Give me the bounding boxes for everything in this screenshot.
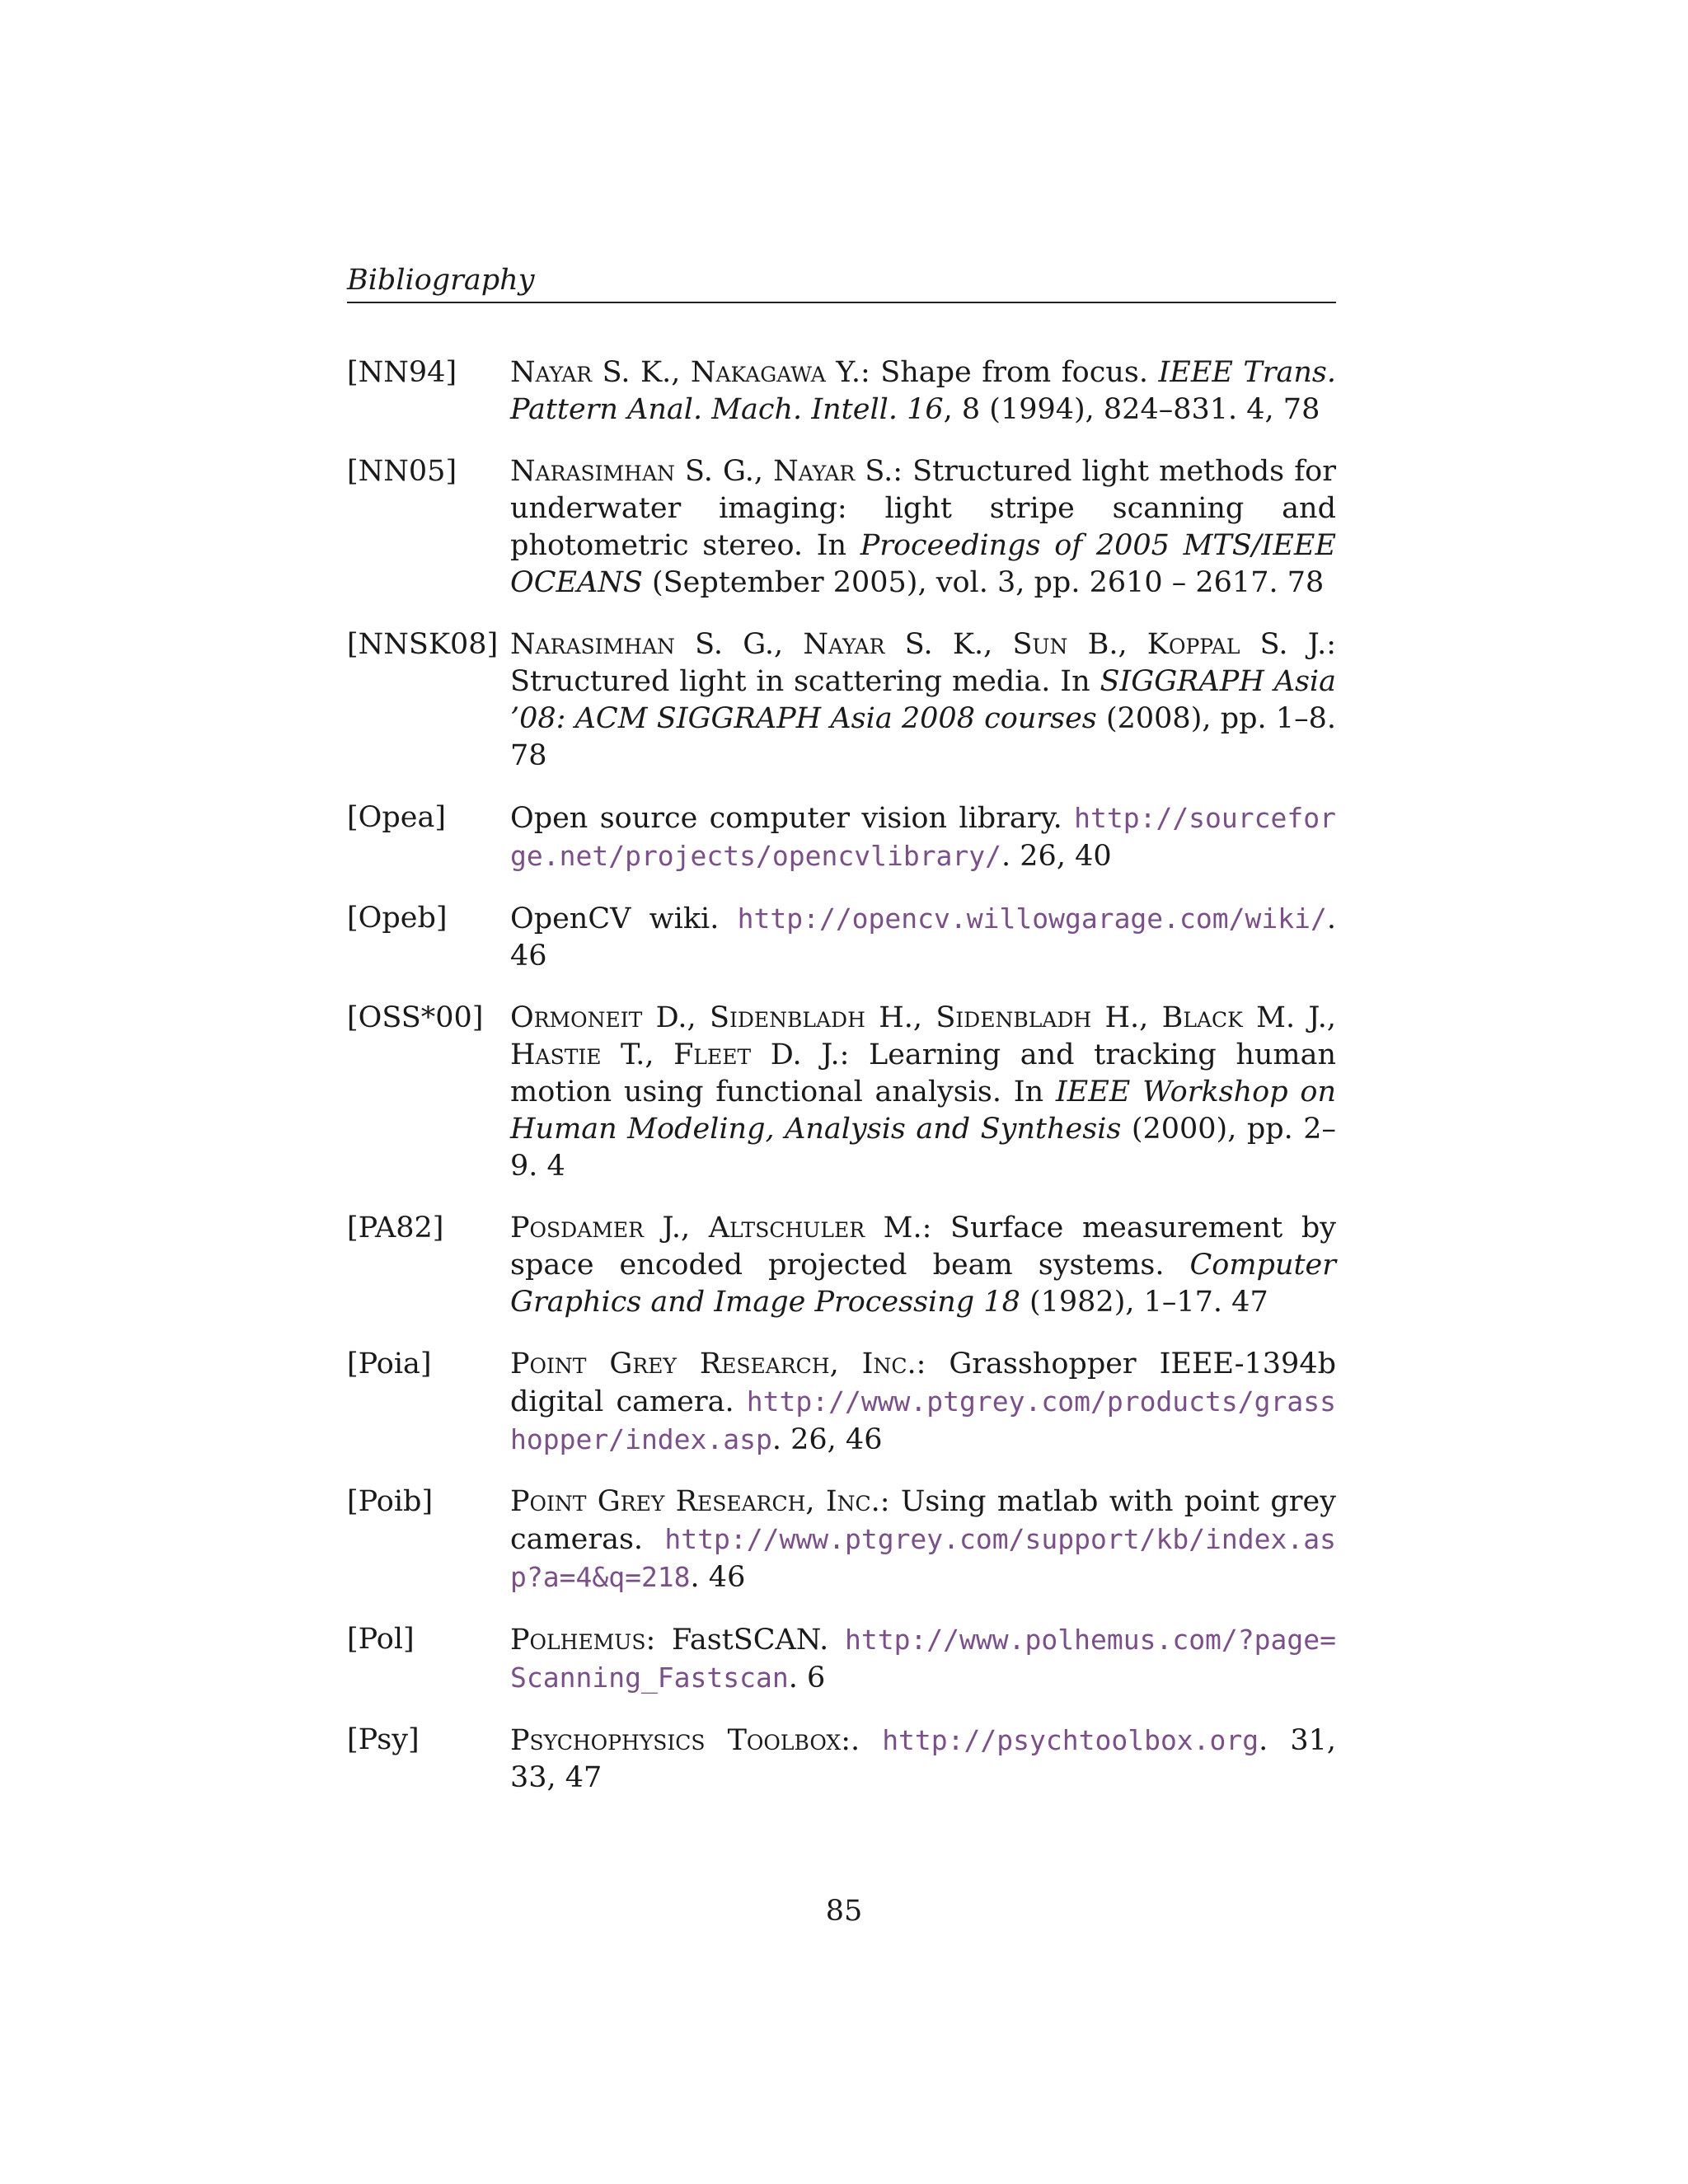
authors: Narasimhan S. G., Nayar S. K., Sun B., Koppal S. J.:	[510, 628, 1336, 661]
back-references[interactable]: . 6	[788, 1661, 826, 1694]
title: FastSCAN.	[655, 1624, 845, 1657]
authors: Point Grey Research, Inc.:	[510, 1347, 926, 1380]
back-references[interactable]: 78	[1278, 566, 1325, 599]
bib-entry	[347, 1346, 1336, 1459]
citation-key: [Poia]	[347, 1347, 432, 1380]
authors: Polhemus:	[510, 1624, 656, 1657]
title: Learning and tracking human motion using functional analysis. In	[510, 1038, 1336, 1108]
citation-key: [PA82]	[347, 1212, 444, 1244]
venue: SIGGRAPH Asia ’08: ACM SIGGRAPH Asia 2008 courses	[510, 665, 1336, 735]
details: (September 2005), vol. 3, pp. 2610 – 2617.	[642, 566, 1278, 599]
title: Structured light in scattering media. In	[510, 665, 1100, 698]
bib-entry	[347, 1483, 1336, 1596]
citation-key: [NNSK08]	[347, 628, 499, 661]
back-references[interactable]: 78	[510, 739, 547, 772]
venue: Proceedings of 2005 MTS/IEEE OCEANS	[510, 529, 1336, 599]
bib-entry	[347, 626, 1336, 775]
url-link[interactable]: http://www.ptgrey.com/products/grasshopper/index.asp	[510, 1385, 1336, 1455]
url-link[interactable]: http://www.ptgrey.com/support/kb/index.asp?a=4&q=218	[510, 1523, 1336, 1593]
citation-text	[510, 453, 1336, 602]
authors: Ormoneit D., Sidenbladh H., Sidenbladh H., Black M. J., Hastie T., Fleet D. J.:	[510, 1001, 1336, 1071]
title: Shape from focus.	[870, 356, 1159, 389]
title: Open source computer vision library.	[510, 802, 1075, 835]
citation-text	[510, 1621, 1336, 1697]
back-references[interactable]: 4, 78	[1237, 393, 1320, 426]
bib-entry	[347, 900, 1336, 975]
citation-text	[510, 799, 1336, 875]
authors: Narasimhan S. G., Nayar S.:	[510, 455, 903, 488]
details: (1982), 1–17.	[1020, 1286, 1223, 1319]
bibliography-list	[347, 354, 1336, 1821]
authors: Psychophysics Toolbox:	[510, 1724, 851, 1757]
back-references[interactable]: . 46	[510, 902, 1336, 972]
venue: IEEE Workshop on Human Modeling, Analysis and Synthesis	[510, 1076, 1336, 1146]
back-references[interactable]: . 46	[690, 1561, 746, 1594]
title: .	[851, 1724, 883, 1757]
citation-key: [Poib]	[347, 1485, 434, 1518]
citation-text	[510, 1483, 1336, 1596]
url-link[interactable]: http://sourceforge.net/projects/opencvlibrary/	[510, 802, 1336, 872]
running-title: Bibliography	[347, 264, 535, 297]
title: Grasshopper IEEE-1394b digital camera.	[510, 1347, 1336, 1418]
back-references[interactable]: . 26, 46	[771, 1423, 883, 1456]
citation-text	[510, 1210, 1336, 1321]
url-link[interactable]: http://opencv.willowgarage.com/wiki/	[737, 902, 1327, 935]
citation-text	[510, 900, 1336, 975]
running-head	[347, 262, 1336, 303]
bib-entry	[347, 453, 1336, 602]
citation-text	[510, 1346, 1336, 1459]
bib-entry	[347, 1210, 1336, 1321]
title: Using matlab with point grey cameras.	[510, 1485, 1337, 1556]
details: (2000), pp. 2–9.	[510, 1113, 1336, 1183]
citation-key: [NN94]	[347, 356, 457, 389]
venue: IEEE Trans. Pattern Anal. Mach. Intell. 16	[510, 356, 1336, 426]
citation-text	[510, 1000, 1336, 1185]
authors: Nayar S. K., Nakagawa Y.:	[510, 356, 870, 389]
back-references[interactable]: 4	[537, 1150, 565, 1183]
title: Structured light methods for underwater imaging: light stripe scanning and photometric stereo. In	[510, 455, 1336, 562]
citation-key: [Psy]	[347, 1723, 420, 1756]
bib-entry	[347, 799, 1336, 875]
back-references[interactable]: . 26, 40	[1001, 840, 1112, 873]
citation-key: [OSS*00]	[347, 1001, 484, 1034]
authors: Point Grey Research, Inc.:	[510, 1485, 890, 1518]
back-references[interactable]: . 31, 33, 47	[510, 1724, 1336, 1794]
url-link[interactable]: http://psychtoolbox.org	[882, 1724, 1259, 1756]
page-number: 85	[825, 1895, 863, 1928]
url-link[interactable]: http://www.polhemus.com/?page=Scanning_Fastscan	[510, 1624, 1336, 1694]
details: , 8 (1994), 824–831.	[943, 393, 1238, 426]
back-references[interactable]: 47	[1222, 1286, 1268, 1319]
citation-text	[510, 1722, 1336, 1797]
title: Surface measurement by space encoded projected beam systems.	[510, 1212, 1336, 1282]
citation-key: [Pol]	[347, 1623, 415, 1656]
citation-text	[510, 626, 1336, 775]
citation-key: [Opeb]	[347, 902, 448, 935]
bib-entry	[347, 354, 1336, 429]
bib-entry	[347, 1722, 1336, 1797]
details: (2008), pp. 1–8.	[1096, 702, 1336, 735]
venue: Computer Graphics and Image Processing 18	[510, 1249, 1336, 1319]
citation-key: [NN05]	[347, 455, 457, 488]
title: OpenCV wiki.	[510, 902, 738, 935]
bib-entry	[347, 1000, 1336, 1185]
bib-entry	[347, 1621, 1336, 1697]
authors: Posdamer J., Altschuler M.:	[510, 1212, 932, 1244]
citation-key: [Opea]	[347, 801, 446, 834]
citation-text	[510, 354, 1336, 429]
